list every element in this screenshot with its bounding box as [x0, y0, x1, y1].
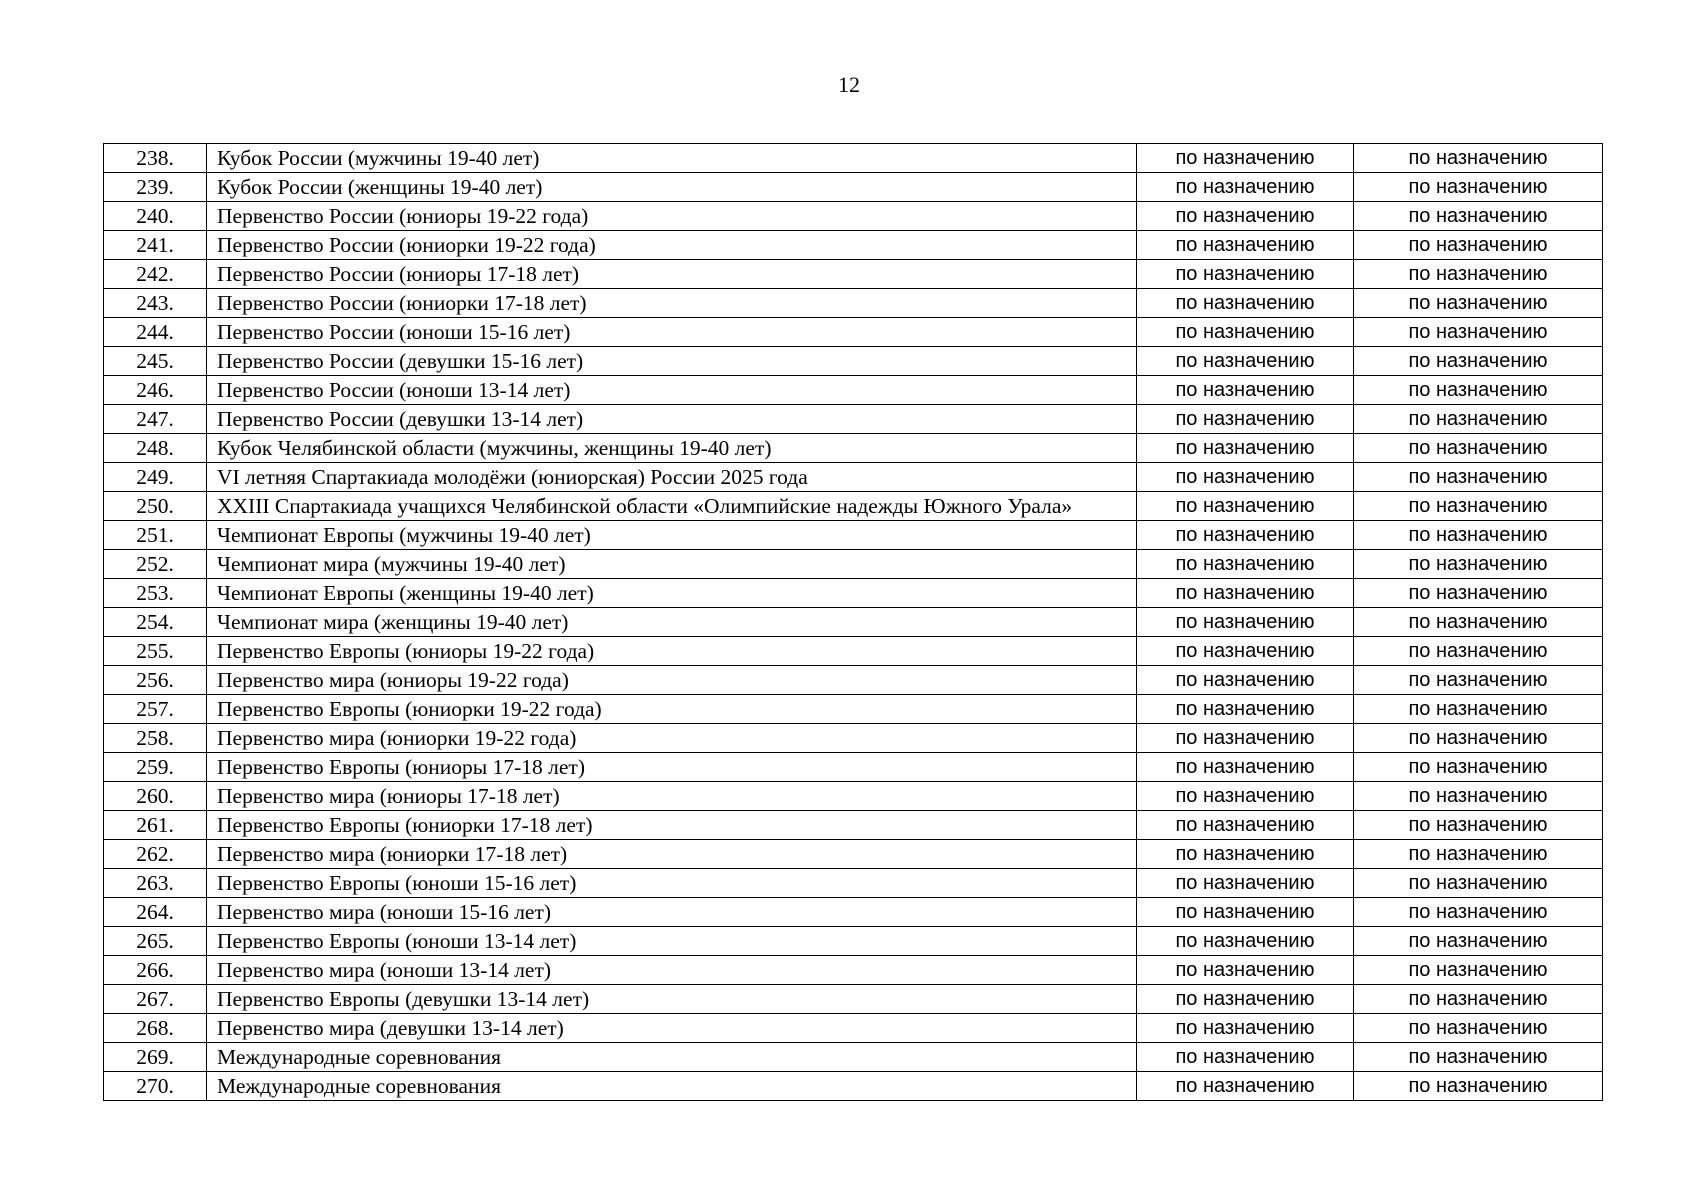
table-row — [104, 869, 1603, 898]
date-cell: по назначению — [1137, 840, 1354, 869]
event-name-cell: VI летняя Спартакиада молодёжи (юниорская) России 2025 года — [207, 463, 1137, 492]
place-cell: по назначению — [1354, 1014, 1603, 1043]
event-name-cell: Первенство России (юниорки 19-22 года) — [207, 231, 1137, 260]
date-cell: по назначению — [1137, 898, 1354, 927]
date-cell: по назначению — [1137, 550, 1354, 579]
place-cell: по назначению — [1354, 463, 1603, 492]
row-number-cell: 255. — [104, 637, 207, 666]
table-row — [104, 492, 1603, 521]
date-cell: по назначению — [1137, 724, 1354, 753]
event-name-cell: Международные соревнования — [207, 1043, 1137, 1072]
row-number-cell: 270. — [104, 1072, 207, 1101]
table-row — [104, 1014, 1603, 1043]
table-row — [104, 1072, 1603, 1101]
event-name-cell: Первенство России (юниорки 17-18 лет) — [207, 289, 1137, 318]
event-name-cell: Первенство мира (юноши 13-14 лет) — [207, 956, 1137, 985]
date-cell: по назначению — [1137, 347, 1354, 376]
place-cell: по назначению — [1354, 347, 1603, 376]
date-cell: по назначению — [1137, 318, 1354, 347]
row-number-cell: 262. — [104, 840, 207, 869]
row-number-cell: 258. — [104, 724, 207, 753]
place-cell: по назначению — [1354, 202, 1603, 231]
date-cell: по назначению — [1137, 869, 1354, 898]
row-number-cell: 246. — [104, 376, 207, 405]
place-cell: по назначению — [1354, 318, 1603, 347]
date-cell: по назначению — [1137, 753, 1354, 782]
place-cell: по назначению — [1354, 608, 1603, 637]
place-cell: по назначению — [1354, 898, 1603, 927]
row-number-cell: 239. — [104, 173, 207, 202]
date-cell: по назначению — [1137, 1014, 1354, 1043]
row-number-cell: 241. — [104, 231, 207, 260]
row-number-cell: 257. — [104, 695, 207, 724]
table-row — [104, 666, 1603, 695]
event-name-cell: Международные соревнования — [207, 1072, 1137, 1101]
row-number-cell: 243. — [104, 289, 207, 318]
date-cell: по назначению — [1137, 521, 1354, 550]
table-row — [104, 202, 1603, 231]
place-cell: по назначению — [1354, 144, 1603, 173]
table-row — [104, 260, 1603, 289]
event-name-cell: Первенство мира (юноши 15-16 лет) — [207, 898, 1137, 927]
date-cell: по назначению — [1137, 463, 1354, 492]
row-number-cell: 254. — [104, 608, 207, 637]
place-cell: по назначению — [1354, 550, 1603, 579]
date-cell: по назначению — [1137, 492, 1354, 521]
date-cell: по назначению — [1137, 695, 1354, 724]
row-number-cell: 259. — [104, 753, 207, 782]
row-number-cell: 260. — [104, 782, 207, 811]
row-number-cell: 266. — [104, 956, 207, 985]
event-name-cell: Первенство Европы (юниорки 17-18 лет) — [207, 811, 1137, 840]
row-number-cell: 268. — [104, 1014, 207, 1043]
table-row — [104, 550, 1603, 579]
date-cell: по назначению — [1137, 579, 1354, 608]
row-number-cell: 256. — [104, 666, 207, 695]
date-cell: по назначению — [1137, 260, 1354, 289]
row-number-cell: 238. — [104, 144, 207, 173]
table-row — [104, 434, 1603, 463]
row-number-cell: 242. — [104, 260, 207, 289]
place-cell: по назначению — [1354, 405, 1603, 434]
event-name-cell: Первенство Европы (девушки 13-14 лет) — [207, 985, 1137, 1014]
date-cell: по назначению — [1137, 637, 1354, 666]
place-cell: по назначению — [1354, 231, 1603, 260]
page-number: 12 — [838, 72, 860, 97]
place-cell: по назначению — [1354, 1072, 1603, 1101]
table-row — [104, 144, 1603, 173]
event-name-cell: Первенство Европы (юниоры 19-22 года) — [207, 637, 1137, 666]
date-cell: по назначению — [1137, 985, 1354, 1014]
place-cell: по назначению — [1354, 927, 1603, 956]
date-cell: по назначению — [1137, 434, 1354, 463]
row-number-cell: 252. — [104, 550, 207, 579]
event-name-cell: Первенство мира (юниоры 19-22 года) — [207, 666, 1137, 695]
place-cell: по назначению — [1354, 637, 1603, 666]
table-row — [104, 289, 1603, 318]
table-row — [104, 753, 1603, 782]
table-row — [104, 985, 1603, 1014]
date-cell: по назначению — [1137, 608, 1354, 637]
date-cell: по назначению — [1137, 1043, 1354, 1072]
table-row — [104, 608, 1603, 637]
event-name-cell: Первенство Европы (юноши 13-14 лет) — [207, 927, 1137, 956]
place-cell: по назначению — [1354, 985, 1603, 1014]
date-cell: по назначению — [1137, 376, 1354, 405]
table-row — [104, 376, 1603, 405]
event-name-cell: Первенство мира (юниорки 19-22 года) — [207, 724, 1137, 753]
event-name-cell: Первенство России (девушки 15-16 лет) — [207, 347, 1137, 376]
place-cell: по назначению — [1354, 492, 1603, 521]
place-cell: по назначению — [1354, 840, 1603, 869]
table-row — [104, 811, 1603, 840]
row-number-cell: 250. — [104, 492, 207, 521]
table-row — [104, 173, 1603, 202]
event-name-cell: Чемпионат мира (мужчины 19-40 лет) — [207, 550, 1137, 579]
table-row — [104, 956, 1603, 985]
table-row — [104, 695, 1603, 724]
event-name-cell: Первенство мира (юниорки 17-18 лет) — [207, 840, 1137, 869]
event-name-cell: Первенство мира (девушки 13-14 лет) — [207, 1014, 1137, 1043]
event-name-cell: Первенство мира (юниоры 17-18 лет) — [207, 782, 1137, 811]
table-row — [104, 637, 1603, 666]
event-name-cell: Кубок Челябинской области (мужчины, женщины 19-40 лет) — [207, 434, 1137, 463]
date-cell: по назначению — [1137, 811, 1354, 840]
event-name-cell: Первенство Европы (юноши 15-16 лет) — [207, 869, 1137, 898]
event-name-cell: Кубок России (мужчины 19-40 лет) — [207, 144, 1137, 173]
row-number-cell: 249. — [104, 463, 207, 492]
place-cell: по назначению — [1354, 956, 1603, 985]
event-name-cell: Первенство России (юноши 13-14 лет) — [207, 376, 1137, 405]
row-number-cell: 264. — [104, 898, 207, 927]
place-cell: по назначению — [1354, 666, 1603, 695]
table-row — [104, 405, 1603, 434]
row-number-cell: 248. — [104, 434, 207, 463]
date-cell: по назначению — [1137, 405, 1354, 434]
table-row — [104, 318, 1603, 347]
date-cell: по назначению — [1137, 173, 1354, 202]
row-number-cell: 251. — [104, 521, 207, 550]
row-number-cell: 244. — [104, 318, 207, 347]
date-cell: по назначению — [1137, 1072, 1354, 1101]
table-row — [104, 782, 1603, 811]
event-name-cell: Первенство России (юниоры 19-22 года) — [207, 202, 1137, 231]
event-name-cell: Чемпионат Европы (мужчины 19-40 лет) — [207, 521, 1137, 550]
events-table-body — [104, 144, 1603, 1101]
event-name-cell: XXIII Спартакиада учащихся Челябинской области «Олимпийские надежды Южного Урала» — [207, 492, 1137, 521]
row-number-cell: 240. — [104, 202, 207, 231]
place-cell: по назначению — [1354, 724, 1603, 753]
table-row — [104, 347, 1603, 376]
date-cell: по назначению — [1137, 956, 1354, 985]
table-row — [104, 463, 1603, 492]
date-cell: по назначению — [1137, 782, 1354, 811]
table-row — [104, 1043, 1603, 1072]
table-row — [104, 724, 1603, 753]
event-name-cell: Первенство России (девушки 13-14 лет) — [207, 405, 1137, 434]
row-number-cell: 247. — [104, 405, 207, 434]
place-cell: по назначению — [1354, 289, 1603, 318]
table-row — [104, 521, 1603, 550]
event-name-cell: Первенство Европы (юниоры 17-18 лет) — [207, 753, 1137, 782]
table-row — [104, 231, 1603, 260]
event-name-cell: Первенство России (юниоры 17-18 лет) — [207, 260, 1137, 289]
place-cell: по назначению — [1354, 173, 1603, 202]
table-row — [104, 840, 1603, 869]
date-cell: по назначению — [1137, 144, 1354, 173]
event-name-cell: Чемпионат мира (женщины 19-40 лет) — [207, 608, 1137, 637]
row-number-cell: 267. — [104, 985, 207, 1014]
place-cell: по назначению — [1354, 579, 1603, 608]
place-cell: по назначению — [1354, 753, 1603, 782]
row-number-cell: 263. — [104, 869, 207, 898]
place-cell: по назначению — [1354, 521, 1603, 550]
place-cell: по назначению — [1354, 376, 1603, 405]
date-cell: по назначению — [1137, 289, 1354, 318]
event-name-cell: Чемпионат Европы (женщины 19-40 лет) — [207, 579, 1137, 608]
place-cell: по назначению — [1354, 260, 1603, 289]
place-cell: по назначению — [1354, 1043, 1603, 1072]
event-name-cell: Первенство России (юноши 15-16 лет) — [207, 318, 1137, 347]
place-cell: по назначению — [1354, 869, 1603, 898]
date-cell: по назначению — [1137, 927, 1354, 956]
date-cell: по назначению — [1137, 666, 1354, 695]
date-cell: по назначению — [1137, 202, 1354, 231]
place-cell: по назначению — [1354, 782, 1603, 811]
date-cell: по назначению — [1137, 231, 1354, 260]
table-row — [104, 579, 1603, 608]
row-number-cell: 245. — [104, 347, 207, 376]
table-row — [104, 898, 1603, 927]
row-number-cell: 261. — [104, 811, 207, 840]
row-number-cell: 265. — [104, 927, 207, 956]
place-cell: по назначению — [1354, 695, 1603, 724]
row-number-cell: 253. — [104, 579, 207, 608]
place-cell: по назначению — [1354, 811, 1603, 840]
row-number-cell: 269. — [104, 1043, 207, 1072]
place-cell: по назначению — [1354, 434, 1603, 463]
event-name-cell: Кубок России (женщины 19-40 лет) — [207, 173, 1137, 202]
table-row — [104, 927, 1603, 956]
event-name-cell: Первенство Европы (юниорки 19-22 года) — [207, 695, 1137, 724]
events-table — [103, 143, 1603, 1101]
